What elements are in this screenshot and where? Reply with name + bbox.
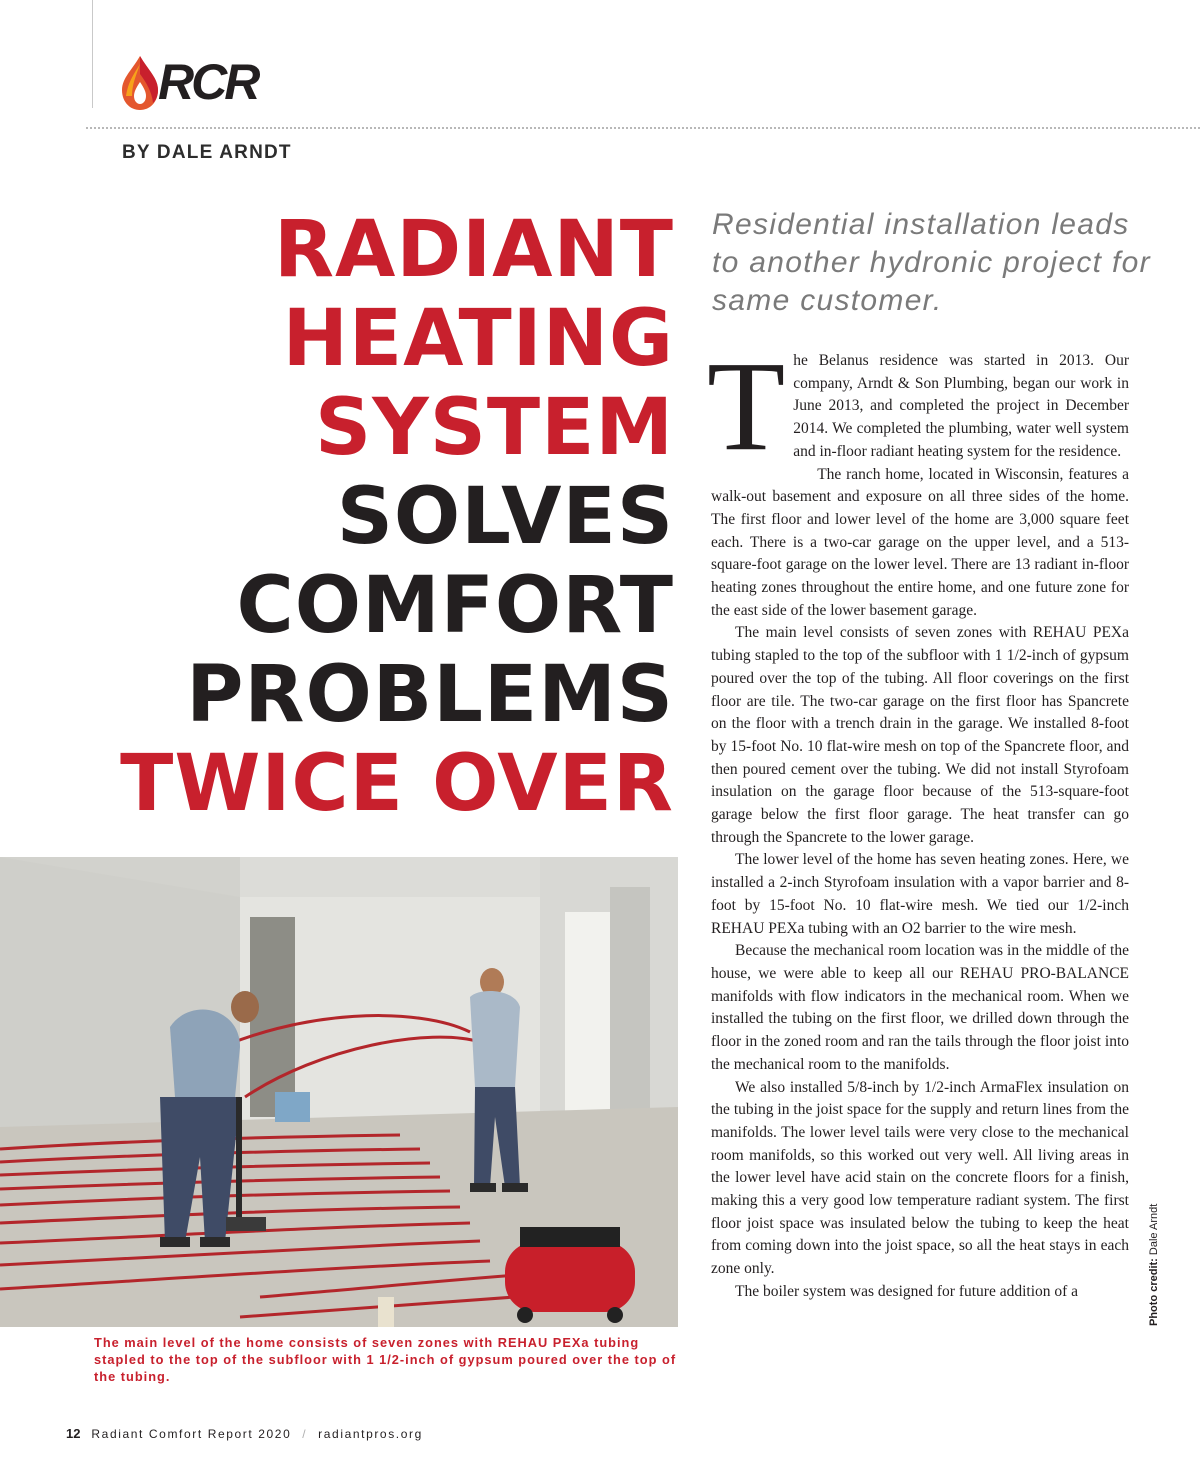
article-paragraph: The ranch home, located in Wisconsin, features a walk-out basement and exposure on all three sides of the home. The first floor and lower level of the home are 3,000 square feet each. There is a two-car garage on the upper level, and a 513-square-foot garage on the lower level. There are 13 radiant in-floor heating zones throughout the entire home, and one future zone for the east side of the lower basement garage. <box>711 465 1129 619</box>
article-photo <box>0 857 678 1327</box>
logo-wordmark: RCR <box>158 54 258 110</box>
website-link[interactable]: radiantpros.org <box>318 1427 423 1441</box>
page-footer <box>66 1426 423 1441</box>
article-body <box>707 335 1129 1304</box>
rcr-logo <box>118 52 278 112</box>
photo-credit: Photo credit: Dale Arndt <box>1148 1203 1160 1326</box>
headline-line: RADIANT <box>273 205 674 295</box>
headline-line: HEATING <box>282 294 674 384</box>
headline-line: SOLVES <box>336 472 674 562</box>
margin-rule <box>92 0 93 108</box>
headline-line: COMFORT <box>236 561 674 651</box>
article-paragraph: Because the mechanical room location was in the middle of the house, we were able to keep all our REHAU PRO-BALANCE manifolds with flow indicators in the mechanical room. When we installed the tubing on the first floor, we drilled down through the floor in the zoned room and ran the tails through the floor joist into the mechanical room to the manifolds. <box>711 942 1129 1073</box>
article-paragraph: The Belanus residence was started in 2013. Our company, Arndt & Son Plumbing, began our work in June 2013, and completed the project in December 2014. We completed the plumbing, water well system and in-floor radiant heating system for the residence. <box>707 335 1129 477</box>
headline-line: PROBLEMS <box>186 650 674 740</box>
header-divider <box>86 127 1200 129</box>
photo-caption: The main level of the home consists of seven zones with REHAU PEXa tubing stapled to the top of the subfloor with 1 1/2-inch of gypsum poured over the top of the tubing. <box>94 1335 677 1384</box>
drop-cap: T <box>707 335 786 477</box>
article-paragraph: The main level consists of seven zones with REHAU PEXa tubing stapled to the top of the subfloor with 1 1/2-inch of gypsum poured over the top of the tubing. All floor coverings on the first floor are tile. The two-car garage on the first floor has Spancrete on the floor with a trench drain in the garage. We installed 8-foot by 15-foot No. 10 flat-wire mesh on top of the Spancrete floor, and then poured cement over the tubing. We did not install Styrofoam insulation on the garage floor because of the 513-square-foot garage below the first floor garage. The heat transfer can go through the Spancrete to the lower garage. <box>711 624 1129 846</box>
article-paragraph: We also installed 5/8-inch by 1/2-inch ArmaFlex insulation on the tubing in the joist space for the supply and return lines from the manifolds. The lower level tails were very close to the mechanical room manifolds, so this worked out very well. All living areas in the lower level have acid stain on the concrete floors for a finish, making this a very good low temperature radiant system. The first floor joist space was insulated below the tubing to keep the heat from coming down into the joist space, so all the heat stays in each zone only. <box>711 1078 1129 1278</box>
headline <box>40 206 674 829</box>
headline-line: SYSTEM <box>315 383 674 473</box>
publication-name: Radiant Comfort Report 2020 <box>91 1427 292 1441</box>
deck-subtitle: Residential installation leads to another hydronic project for same customer. <box>712 208 1151 317</box>
article-paragraph: The lower level of the home has seven heating zones. Here, we installed a 2-inch Styrofoam insulation with a vapor barrier and 8-foot by 15-foot No. 10 flat-wire mesh. We tied our 1/2-inch REHAU PEXa tubing with an O2 barrier to the wire mesh. <box>711 851 1129 937</box>
headline-line: TWICE OVER <box>120 739 674 829</box>
byline: BY DALE ARNDT <box>122 142 292 163</box>
article-paragraph: The boiler system was designed for future addition of a <box>735 1282 1079 1300</box>
footer-separator: / <box>302 1427 308 1441</box>
flame-drop-icon <box>118 52 162 112</box>
page-number: 12 <box>66 1426 81 1441</box>
